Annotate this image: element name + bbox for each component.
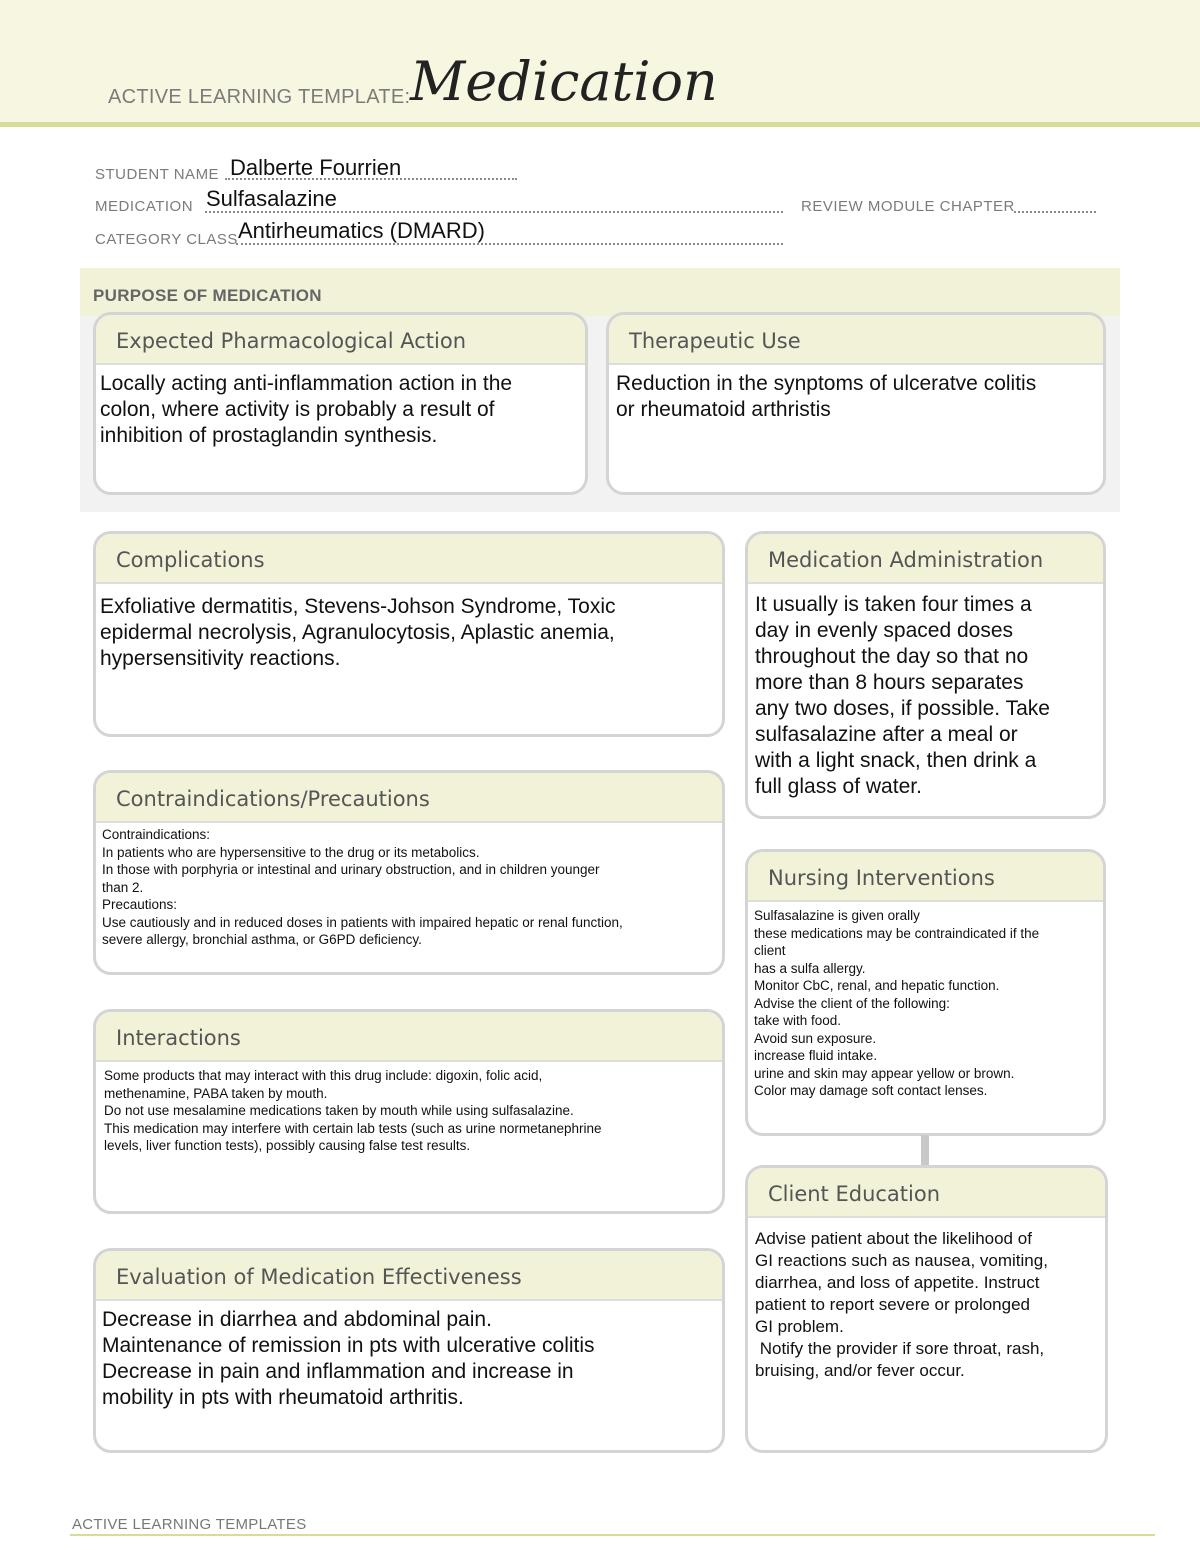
therapeutic-use-line: or rheumatoid arthristis xyxy=(616,398,831,421)
education-line: GI reactions such as nausea, vomiting, xyxy=(755,1251,1048,1270)
nursing-line: Sulfasalazine is given orally xyxy=(754,908,920,923)
student-name-label: STUDENT NAME xyxy=(95,166,220,183)
purpose-title: PURPOSE OF MEDICATION xyxy=(93,286,322,305)
interactions-line: This medication may interfere with certain lab tests (such as urine normetanephrine xyxy=(104,1120,602,1136)
header-divider xyxy=(0,122,1200,127)
category-class-value[interactable]: Antirheumatics (DMARD) xyxy=(238,218,485,243)
therapeutic-use-line: Reduction in the synptoms of ulceratve colitis xyxy=(616,372,1037,395)
nursing-line: urine and skin may appear yellow or brown. xyxy=(754,1065,1015,1081)
contraindications-line: than 2. xyxy=(102,879,144,895)
nursing-line: Monitor CbC, renal, and hepatic function. xyxy=(754,978,1000,993)
expected-action-line: inhibition of prostaglandin synthesis. xyxy=(100,424,438,447)
administration-line: It usually is taken four times a xyxy=(755,593,1032,616)
therapeutic-use-box xyxy=(606,312,1106,495)
education-line: diarrhea, and loss of appetite. Instruct xyxy=(755,1273,1040,1292)
complications-title: Complications xyxy=(96,534,722,584)
contraindications-line: Precautions: xyxy=(102,897,178,912)
evaluation-box xyxy=(93,1248,725,1453)
nursing-line: has a sulfa allergy. xyxy=(754,960,866,976)
review-module-label: REVIEW MODULE CHAPTER xyxy=(801,198,1015,215)
administration-line: full glass of water. xyxy=(755,775,922,798)
medication-label: MEDICATION xyxy=(95,198,194,215)
expected-action-title: Expected Pharmacological Action xyxy=(96,315,585,365)
therapeutic-use-body xyxy=(609,365,1103,423)
contraindications-box xyxy=(93,770,725,975)
contraindications-line: severe allergy, bronchial asthma, or G6PD deficiency. xyxy=(102,932,422,947)
nursing-line: Color may damage soft contact lenses. xyxy=(754,1083,988,1098)
education-body xyxy=(748,1218,1105,1382)
administration-line: with a light snack, then drink a xyxy=(755,749,1037,772)
nursing-line: these medications may be contraindicated if the xyxy=(754,925,1040,941)
expected-action-box xyxy=(93,312,588,495)
student-name-value[interactable]: Dalberte Fourrien xyxy=(230,155,402,180)
administration-line: sulfasalazine after a meal or xyxy=(755,723,1018,746)
interactions-line: levels, liver function tests), possibly causing false test results. xyxy=(104,1138,471,1153)
education-line: GI problem. xyxy=(755,1317,844,1336)
evaluation-line: Decrease in diarrhea and abdominal pain. xyxy=(102,1308,492,1331)
therapeutic-use-title: Therapeutic Use xyxy=(609,315,1103,365)
nursing-line: Advise the client of the following: xyxy=(754,995,950,1011)
complications-body xyxy=(96,584,722,672)
administration-box xyxy=(745,531,1106,819)
contraindications-title: Contraindications/Precautions xyxy=(96,773,722,823)
interactions-line: Some products that may interact with this drug include: digoxin, folic acid, xyxy=(104,1068,543,1083)
contraindications-line: Use cautiously and in reduced doses in patients with impaired hepatic or renal function, xyxy=(102,914,623,930)
category-class-label: CATEGORY CLASS xyxy=(95,231,238,248)
review-module-line[interactable] xyxy=(1014,211,1096,213)
expected-action-line: Locally acting anti-inflammation action in the xyxy=(100,372,513,395)
education-line: Advise patient about the likelihood of xyxy=(755,1229,1032,1248)
expected-action-body xyxy=(96,365,585,449)
footer-divider xyxy=(70,1534,1155,1536)
administration-line: throughout the day so that no xyxy=(755,645,1029,668)
interactions-line: Do not use mesalamine medications taken by mouth while using sulfasalazine. xyxy=(104,1103,574,1118)
evaluation-line: Decrease in pain and inflammation and increase in xyxy=(102,1360,574,1383)
administration-line: day in evenly spaced doses xyxy=(755,619,1013,642)
medication-value[interactable]: Sulfasalazine xyxy=(206,186,337,211)
evaluation-line: Maintenance of remission in pts with ulcerative colitis xyxy=(102,1334,595,1357)
education-title: Client Education xyxy=(748,1168,1105,1218)
complications-box xyxy=(93,531,725,737)
evaluation-body xyxy=(96,1301,722,1411)
contraindications-line: In patients who are hypersensitive to the drug or its metabolics. xyxy=(102,844,480,860)
nursing-body xyxy=(748,902,1103,1100)
footer-text: ACTIVE LEARNING TEMPLATES xyxy=(72,1516,307,1533)
nursing-box xyxy=(745,849,1106,1136)
complications-line: hypersensitivity reactions. xyxy=(100,647,341,670)
template-label: ACTIVE LEARNING TEMPLATE: xyxy=(108,86,411,108)
evaluation-line: mobility in pts with rheumatoid arthritis. xyxy=(102,1386,464,1409)
administration-body xyxy=(748,584,1103,800)
interactions-title: Interactions xyxy=(96,1012,722,1062)
administration-line: any two doses, if possible. Take xyxy=(755,697,1050,720)
page-title: Medication xyxy=(410,50,718,113)
education-box xyxy=(745,1165,1108,1453)
contraindications-body xyxy=(96,823,722,949)
interactions-line: methenamine, PABA taken by mouth. xyxy=(104,1085,328,1101)
nursing-title: Nursing Interventions xyxy=(748,852,1103,902)
education-line: patient to report severe or prolonged xyxy=(755,1295,1031,1314)
nursing-education-connector xyxy=(921,1135,929,1165)
administration-line: more than 8 hours separates xyxy=(755,671,1024,694)
administration-title: Medication Administration xyxy=(748,534,1103,584)
contraindications-line: In those with porphyria or intestinal and urinary obstruction, and in children younger xyxy=(102,862,600,877)
contraindications-line: Contraindications: xyxy=(102,827,211,842)
complications-line: Exfoliative dermatitis, Stevens-Johson Syndrome, Toxic xyxy=(100,595,616,618)
complications-line: epidermal necrolysis, Agranulocytosis, Aplastic anemia, xyxy=(100,621,615,644)
nursing-line: increase fluid intake. xyxy=(754,1048,878,1063)
expected-action-line: colon, where activity is probably a result of xyxy=(100,398,495,421)
nursing-line: take with food. xyxy=(754,1013,842,1028)
nursing-line: client xyxy=(754,943,786,958)
education-line: bruising, and/or fever occur. xyxy=(755,1361,965,1380)
nursing-line: Avoid sun exposure. xyxy=(754,1030,877,1046)
education-line: Notify the provider if sore throat, rash, xyxy=(755,1339,1045,1358)
interactions-body xyxy=(96,1062,722,1155)
evaluation-title: Evaluation of Medication Effectiveness xyxy=(96,1251,722,1301)
interactions-box xyxy=(93,1009,725,1214)
